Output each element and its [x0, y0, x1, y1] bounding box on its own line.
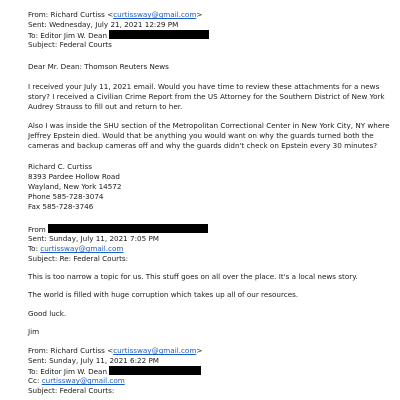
signature-address-1: 8393 Pardee Hollow Road: [28, 172, 120, 181]
email1-from-link[interactable]: curtissway@gmail.com: [113, 10, 197, 19]
email2-from: From: [28, 224, 390, 234]
email2-to-link[interactable]: curtissway@gmail.com: [40, 244, 124, 253]
email3-cc-link[interactable]: curtissway@gmail.com: [41, 376, 125, 385]
signature-fax: Fax 585-728-3746: [28, 202, 94, 211]
email2-paragraph-2: The world is filled with huge corruption which takes up all of our resources.: [28, 290, 299, 299]
email2-to: To: curtissway@gmail.com: [28, 244, 124, 253]
signature-name: Richard C. Curtiss: [28, 162, 92, 171]
email2-paragraph-1: This is too narrow a topic for us. This stuff goes on all over the place. It's a local news story.: [28, 272, 358, 281]
email3-subject: Subject: Federal Courts:: [28, 386, 115, 395]
email1-salutation: Dear Mr. Dean: Thomson Reuters News: [28, 62, 169, 71]
email2-subject: Subject: Re: Federal Courts:: [28, 254, 129, 263]
signature-address-2: Wayland, New York 14572: [28, 182, 122, 191]
email3-header: [28, 346, 390, 396]
redaction-bar: [48, 224, 208, 233]
redaction-bar: [109, 366, 201, 375]
email3-from-link[interactable]: curtissway@gmail.com: [113, 346, 197, 355]
email3-cc: Cc: curtissway@gmail.com: [28, 376, 125, 385]
email1-subject: Subject: Federal Courts: [28, 40, 112, 49]
email1-sent: Sent: Wednesday, July 21, 2021 12:29 PM: [28, 20, 179, 29]
email3-from: From: Richard Curtiss <curtissway@gmail.com>: [28, 346, 203, 355]
email2-sent: Sent: Sunday, July 11, 2021 7:05 PM: [28, 234, 159, 243]
email1-signature: [28, 162, 390, 212]
email1-to: To: Editor Jim W. Dean: [28, 30, 390, 40]
email2-header: [28, 224, 390, 264]
email1-paragraph-2: Also I was inside the SHU section of the Metropolitan Correctional Center in New York City, NY where Jeffrey Epstein died. Would that be anything you would want on why the guards turned both the cameras and backup cameras off and why the guards didn't check on Epstein every 30 minutes?: [28, 121, 390, 150]
redaction-bar: [109, 30, 209, 39]
email1-from: From: Richard Curtiss <curtissway@gmail.com>: [28, 10, 203, 19]
email3-to: To: Editor Jim W. Dean: [28, 366, 390, 376]
email2-signoff: Jim: [28, 327, 40, 336]
email1-paragraph-1: I received your July 11, 2021 email. Would you have time to review these attachments for a news story? I received a Civilian Crime Report from the US Attorney for the Southern District of New York Audrey Strauss to fill out and return to her.: [28, 82, 385, 111]
email3-sent: Sent: Sunday, July 11, 2021 6:22 PM: [28, 356, 159, 365]
email2-closing: Good luck.: [28, 309, 67, 318]
email1-header: [28, 10, 390, 50]
signature-phone: Phone 585-728-3074: [28, 192, 104, 201]
